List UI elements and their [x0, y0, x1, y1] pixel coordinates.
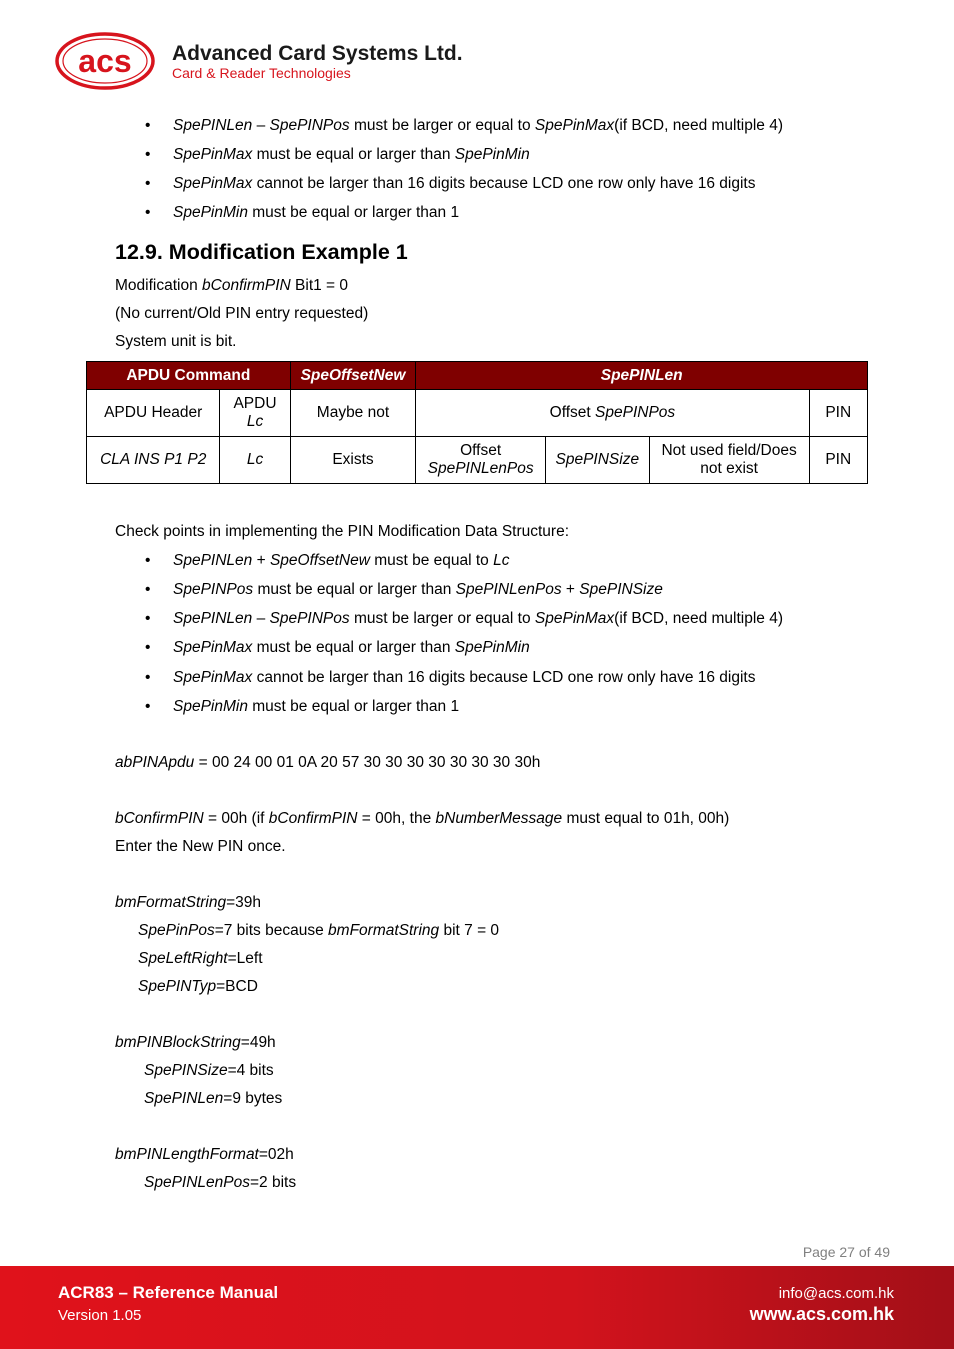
length-item: SpePINLenPos=2 bits — [144, 1174, 297, 1191]
header-apdu-command: APDU Command — [87, 362, 291, 390]
cell-pin: PIN — [809, 437, 867, 484]
cell-spepinsize: SpePINSize — [545, 437, 649, 484]
bullet-icon: • — [145, 581, 151, 598]
svg-text:Advanced Card Systems Ltd.: Advanced Card Systems Ltd. — [172, 42, 463, 65]
table-row — [87, 437, 868, 484]
cell-offset-spepinpos: Offset SpePINPos — [416, 390, 809, 437]
cell-maybe-not: Maybe not — [290, 390, 416, 437]
cell-apdu-header: APDU Header — [87, 390, 220, 437]
cell-pin: PIN — [809, 390, 867, 437]
svg-text:acs: acs — [78, 43, 132, 79]
bullet-icon: • — [145, 639, 151, 656]
acs-logo-icon — [55, 30, 475, 94]
bullet-text: SpePINLen – SpePINPos must be larger or equal to SpePinMax(if BCD, need multiple 4) — [173, 610, 784, 627]
check-title: Check points in implementing the PIN Modification Data Structure: — [115, 523, 570, 540]
bullet-text: SpePinMin must be equal or larger than 1 — [173, 204, 460, 221]
intro-line-3: System unit is bit. — [115, 333, 237, 350]
block-item: SpePINLen=9 bytes — [144, 1090, 283, 1107]
intro-line-1: Modification bConfirmPIN Bit1 = 0 — [115, 277, 349, 294]
block-item: SpePINSize=4 bits — [144, 1062, 274, 1079]
footer-version: Version 1.05 — [58, 1307, 142, 1324]
bullet-text: SpePINLen + SpeOffsetNew must be equal to Lc — [173, 552, 510, 569]
pin-modification-table — [86, 361, 868, 484]
confirm-line-2: Enter the New PIN once. — [115, 838, 286, 855]
header-spepinlen: SpePINLen — [416, 362, 868, 390]
footer — [0, 1266, 954, 1349]
cell-apdu-lc: APDU Lc — [220, 390, 290, 437]
footer-website[interactable]: www.acs.com.hk — [749, 1304, 894, 1324]
intro-line-2: (No current/Old PIN entry requested) — [115, 305, 369, 322]
bullet-text: SpePinMax cannot be larger than 16 digits because LCD one row only have 16 digits — [173, 175, 756, 192]
bullet-text: SpePINPos must be equal or larger than SpePINLenPos + SpePINSize — [173, 581, 663, 598]
footer-email[interactable]: info@acs.com.hk — [778, 1285, 894, 1302]
apdu-line: abPINApdu = 00 24 00 01 0A 20 57 30 30 30 30 30 30 30 30h — [115, 754, 541, 771]
bullet-text: SpePinMax must be equal or larger than SpePinMin — [173, 146, 530, 163]
company-logo — [55, 30, 475, 94]
format-item: SpePINTyp=BCD — [138, 978, 258, 995]
bullet-icon: • — [145, 552, 151, 569]
bullet-text: SpePinMax cannot be larger than 16 digits because LCD one row only have 16 digits — [173, 669, 756, 686]
bullet-icon: • — [145, 117, 151, 134]
bullet-text: SpePinMin must be equal or larger than 1 — [173, 698, 460, 715]
bullet-icon: • — [145, 610, 151, 627]
confirm-line: bConfirmPIN = 00h (if bConfirmPIN = 00h, the bNumberMessage must equal to 01h, 00h) — [115, 810, 730, 827]
cell-lc: Lc — [220, 437, 290, 484]
format-item: SpePinPos=7 bits because bmFormatString bit 7 = 0 — [138, 922, 500, 939]
cell-exists: Exists — [290, 437, 416, 484]
bullet-text: SpePinMax must be equal or larger than SpePinMin — [173, 639, 530, 656]
table-row — [87, 390, 868, 437]
format-item: SpeLeftRight=Left — [138, 950, 263, 967]
cell-cla-ins: CLA INS P1 P2 — [87, 437, 220, 484]
format-string-line: bmFormatString=39h — [115, 894, 262, 911]
bullet-text: SpePINLen – SpePINPos must be larger or equal to SpePinMax(if BCD, need multiple 4) — [173, 117, 784, 134]
bullet-icon: • — [145, 175, 151, 192]
section-title: 12.9. Modification Example 1 — [115, 240, 408, 264]
length-format-line: bmPINLengthFormat=02h — [115, 1146, 294, 1163]
bullet-icon: • — [145, 698, 151, 715]
footer-title: ACR83 – Reference Manual — [58, 1283, 279, 1302]
svg-text:Card & Reader Technologies: Card & Reader Technologies — [172, 65, 351, 81]
bullet-icon: • — [145, 146, 151, 163]
table-header-row — [87, 362, 868, 390]
bullet-icon: • — [145, 669, 151, 686]
bullet-icon: • — [145, 204, 151, 221]
cell-not-used: Not used field/Does not exist — [649, 437, 809, 484]
page-number: Page 27 of 49 — [802, 1244, 890, 1260]
header-speoffsetnew: SpeOffsetNew — [290, 362, 416, 390]
cell-offset-spepinlenpos: Offset SpePINLenPos — [416, 437, 546, 484]
block-string-line: bmPINBlockString=49h — [115, 1034, 276, 1051]
